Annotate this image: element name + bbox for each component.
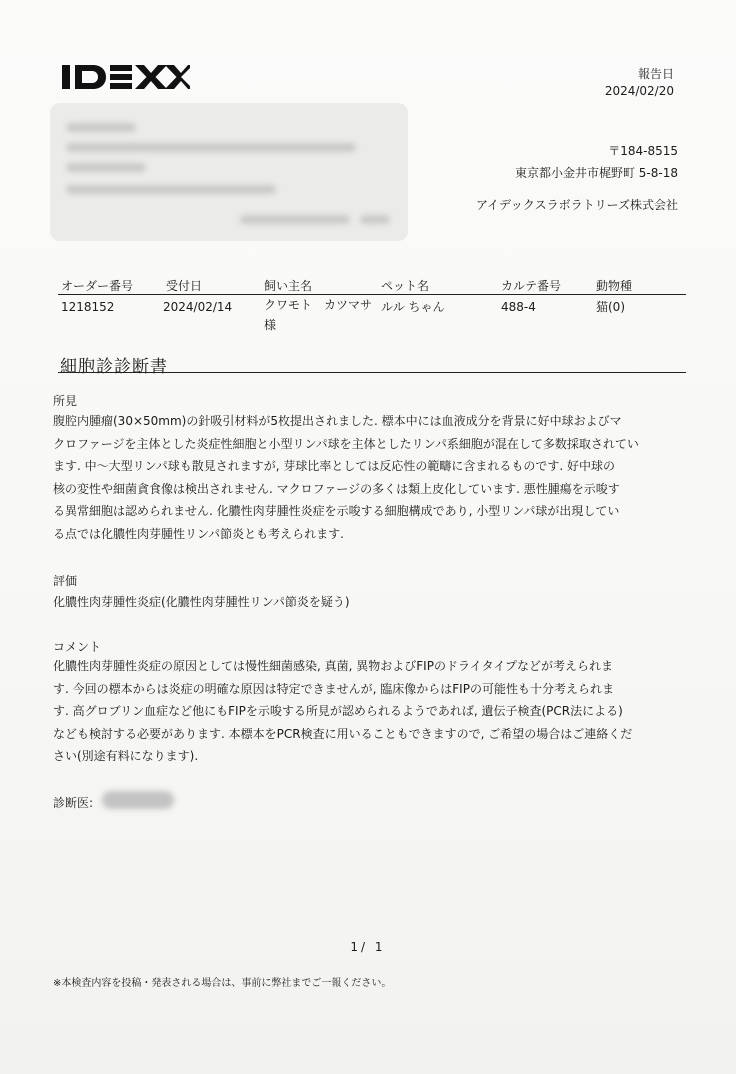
report-date-label: 報告日 bbox=[637, 67, 674, 81]
comment-line: す. 高グロブリン血症など他にもFIPを示唆する所見が認められるようであれば, 遺伝子検査(PCR法による) bbox=[53, 704, 623, 719]
idexx-logo bbox=[62, 64, 190, 94]
order-info-table bbox=[58, 278, 686, 335]
findings-line: ます. 中～大型リンパ球も散見されますが, 芽球比率としては反応性の範疇に含まれるものです. 好中球の bbox=[53, 459, 616, 474]
header-owner-name: 飼い主名 bbox=[264, 279, 313, 293]
idexx-logo-mark bbox=[62, 64, 190, 90]
value-received-date: 2024/02/14 bbox=[163, 300, 233, 314]
header-chart-number: カルテ番号 bbox=[501, 279, 562, 293]
order-header-row bbox=[58, 278, 686, 295]
findings-line: 腹腔内腫瘤(30×50mm)の針吸引材料が5枚提出されました. 標本中には血液成分を背景に好中球およびマ bbox=[53, 414, 622, 428]
header-order-number: オーダー番号 bbox=[61, 279, 134, 293]
findings-line: クロファージを主体とした炎症性細胞と小型リンパ球を主体としたリンパ系細胞が混在して多数採取されてい bbox=[53, 436, 639, 451]
header-pet-name: ペット名 bbox=[381, 279, 430, 293]
findings-heading: 所見 bbox=[53, 394, 78, 408]
assessment-heading: 評価 bbox=[53, 574, 78, 588]
report-date-block bbox=[605, 66, 674, 100]
sender-company: アイデックスラボラトリーズ株式会社 bbox=[476, 198, 678, 212]
comment-line: なども検討する必要があります. 本標本をPCR検査に用いることもできますので, ご希望の場合はご連絡くだ bbox=[53, 726, 633, 741]
footer-note: ※本検査内容を投稿・発表される場合は、事前に弊社までご一報ください。 bbox=[53, 978, 392, 989]
value-order-number: 1218152 bbox=[61, 300, 115, 314]
value-pet-name: ルル ちゃん bbox=[381, 300, 445, 314]
comment-line: 化膿性肉芽腫性炎症の原因としては慢性細菌感染, 真菌, 異物およびFIPのドライタイプなどが考えられま bbox=[53, 659, 613, 673]
recipient-redacted bbox=[50, 103, 408, 241]
assessment-text bbox=[53, 591, 693, 614]
sender-postal: 〒184-8515 bbox=[608, 144, 678, 158]
report-date-value: 2024/02/20 bbox=[604, 84, 674, 98]
value-owner-name: クワモト カツマサ 様 bbox=[264, 298, 373, 332]
findings-line: る点では化膿性肉芽腫性リンパ節炎とも考えられます. bbox=[53, 526, 344, 541]
title-divider bbox=[58, 372, 686, 373]
findings-line: 核の変性や細菌貪食像は検出されません. マクロファージの多くは類上皮化しています. 悪性腫瘍を示唆す bbox=[53, 481, 620, 496]
doctor-label: 診断医: bbox=[53, 796, 94, 810]
sender-block bbox=[476, 140, 678, 216]
page-number: 1/ 1 bbox=[350, 940, 386, 954]
report-title: 細胞診診断書 bbox=[60, 357, 168, 377]
order-value-row bbox=[58, 295, 686, 335]
findings-line: る異常細胞は認められません. 化膿性肉芽腫性炎症を示唆する細胞構成であり, 小型リンパ球が出現してい bbox=[53, 504, 620, 519]
findings-text bbox=[53, 410, 693, 546]
comment-text bbox=[53, 655, 693, 768]
header-species: 動物種 bbox=[596, 279, 633, 293]
header-received-date: 受付日 bbox=[166, 279, 203, 293]
value-species: 猫(0) bbox=[596, 300, 625, 314]
value-chart-number: 488-4 bbox=[501, 300, 536, 314]
comment-line: さい(別途有料になります). bbox=[53, 749, 199, 764]
doctor-name-redacted bbox=[102, 791, 174, 809]
assessment-line: 化膿性肉芽腫性炎症(化膿性肉芽腫性リンパ節炎を疑う) bbox=[53, 595, 350, 609]
comment-line: す. 今回の標本からは炎症の明確な原因は特定できませんが, 臨床像からはFIPの可能性も十分考えられま bbox=[53, 681, 614, 696]
comment-heading: コメント bbox=[53, 640, 102, 654]
sender-address: 東京都小金井市梶野町 5-8-18 bbox=[514, 166, 678, 180]
